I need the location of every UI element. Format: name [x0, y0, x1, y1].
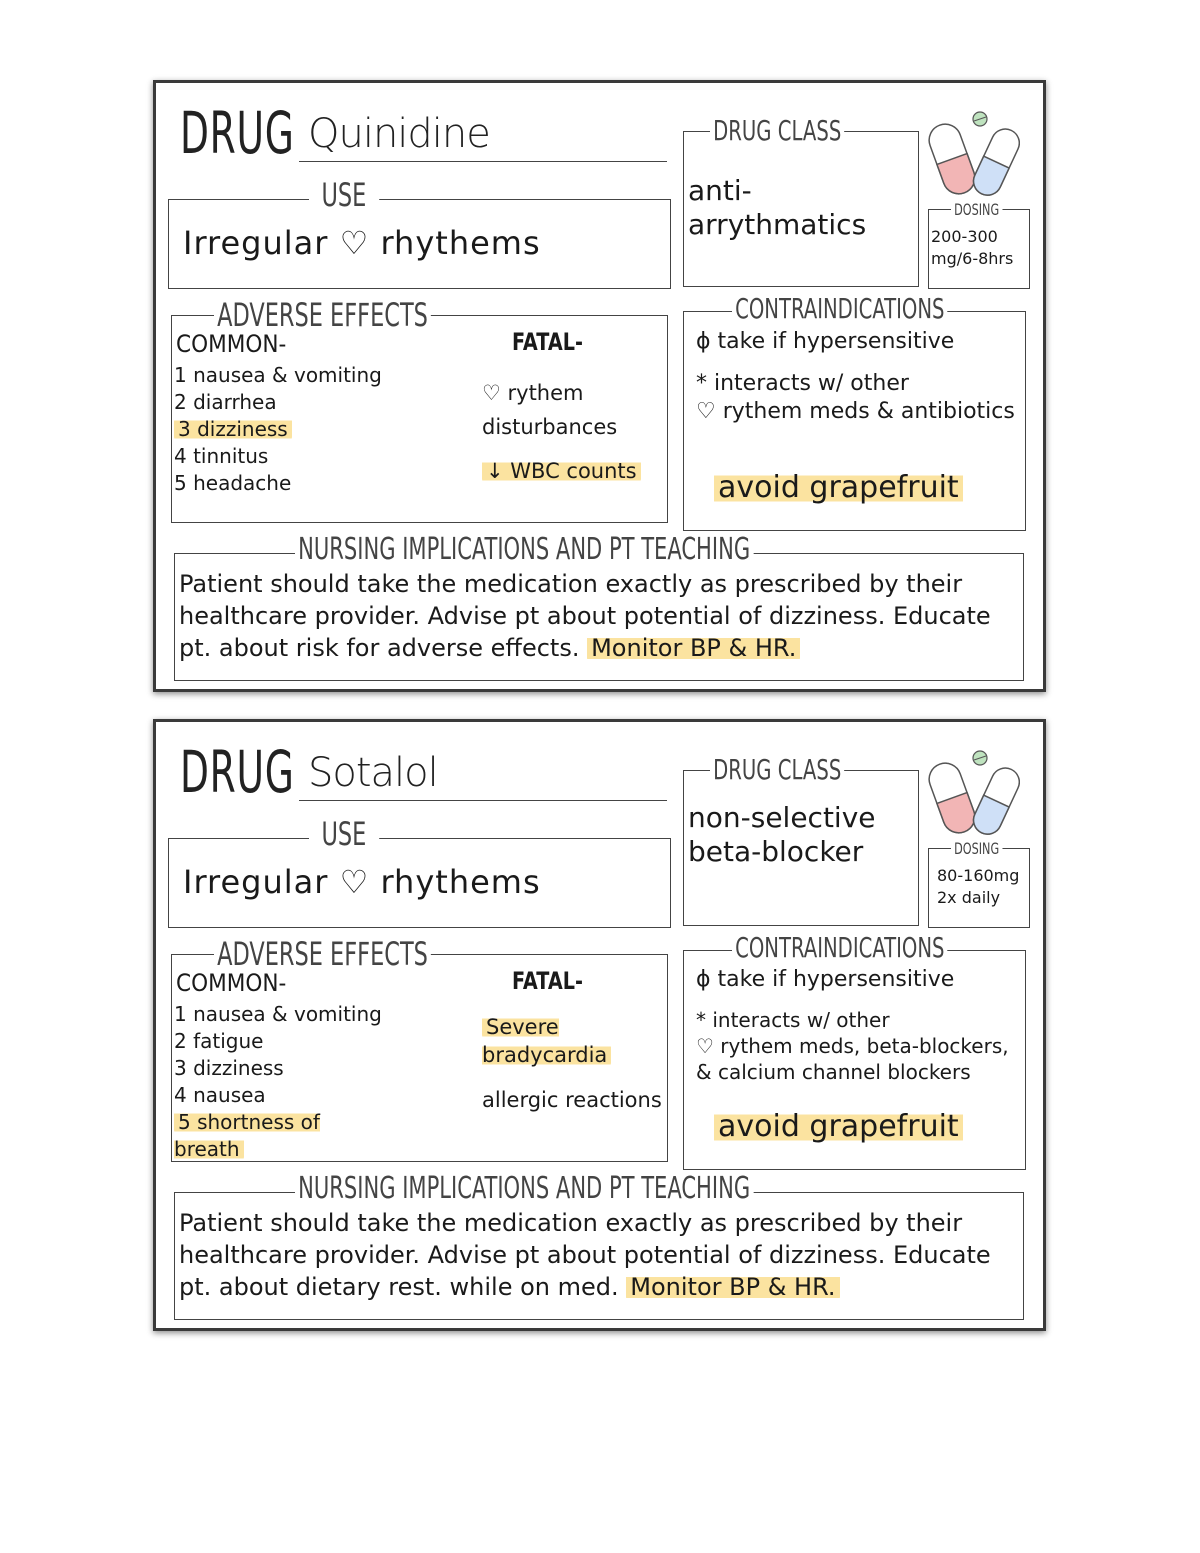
fatal-item: Severe bradycardia — [482, 1013, 662, 1069]
dosing-title: DOSING — [951, 839, 1002, 858]
nursing-body: Patient should take the medication exactly as prescribed by their healthcare provider. Advise pt about potential of dizziness. Educate pt. about risk for adverse effects. — [179, 570, 991, 662]
use-title: USE — [309, 176, 379, 214]
nursing-box — [174, 1171, 1024, 1320]
drug-label: DRUG — [180, 738, 295, 806]
contra-avoid: avoid grapefruit — [714, 1109, 963, 1144]
drug-class-title: DRUG CLASS — [710, 753, 844, 786]
dosing-box — [928, 839, 1030, 928]
drug-name-underline — [299, 800, 667, 801]
drug-class-text: anti-arrythmatics — [688, 174, 867, 241]
common-item: 2 diarrhea — [174, 390, 277, 414]
common-item: 5 shortness of breath — [174, 1110, 320, 1161]
dosing-title: DOSING — [951, 200, 1002, 219]
fatal-title: FATAL- — [512, 328, 583, 356]
contra-item: ♡ rythem meds, beta-blockers, — [696, 1034, 1009, 1058]
nursing-title: NURSING IMPLICATIONS AND PT TEACHING — [295, 532, 753, 567]
common-item: 3 dizziness — [174, 416, 382, 443]
dosing-box — [928, 200, 1030, 289]
contra-avoid: avoid grapefruit — [714, 470, 963, 505]
drug-class-text: non-selective beta-blocker — [688, 801, 876, 868]
drug-card-quinidine — [153, 80, 1046, 692]
drug-class-box — [683, 114, 919, 287]
common-item: 1 nausea & vomiting — [174, 1002, 382, 1026]
drug-class-title: DRUG CLASS — [710, 114, 844, 147]
nursing-body: Patient should take the medication exactly as prescribed by their healthcare provider. Advise pt about potential of dizziness. Educate pt. about dietary rest. while on med. — [179, 1209, 991, 1301]
nursing-text — [179, 568, 1019, 664]
adverse-effects-title: ADVERSE EFFECTS — [214, 296, 431, 334]
contraindications-title: CONTRAINDICATIONS — [732, 292, 948, 325]
contraindications-title: CONTRAINDICATIONS — [732, 931, 948, 964]
use-text: Irregular ♡ rhythems — [183, 224, 541, 262]
nursing-box — [174, 532, 1024, 681]
contraindications-list — [696, 967, 1009, 1085]
fatal-item: ↓ WBC counts — [482, 454, 652, 488]
common-list — [174, 362, 382, 497]
nursing-title: NURSING IMPLICATIONS AND PT TEACHING — [295, 1171, 753, 1206]
drug-name: Sotalol — [308, 750, 438, 796]
drug-label: DRUG — [180, 99, 295, 167]
common-list — [174, 1001, 382, 1163]
contra-item: ϕ take if hypersensitive — [696, 967, 955, 992]
drug-class-box — [683, 753, 919, 926]
contra-item: * interacts w/ other — [696, 371, 909, 396]
fatal-title: FATAL- — [512, 967, 583, 995]
common-item: 5 headache — [174, 471, 292, 495]
contra-item: * interacts w/ other — [696, 1008, 890, 1032]
fatal-item: allergic reactions — [482, 1088, 662, 1112]
contraindications-box — [683, 292, 1026, 531]
contra-item: & calcium channel blockers — [696, 1060, 971, 1084]
drug-card-sotalol — [153, 719, 1046, 1331]
use-box — [168, 176, 671, 289]
contraindications-list — [696, 328, 1015, 426]
contra-item: ♡ rythem meds & antibiotics — [696, 399, 1015, 424]
nursing-highlight: Monitor BP & HR. — [587, 634, 800, 662]
common-item: 2 fatigue — [174, 1029, 264, 1053]
nursing-text — [179, 1207, 1019, 1303]
common-title: COMMON- — [176, 969, 287, 997]
use-text: Irregular ♡ rhythems — [183, 863, 541, 901]
pills-icon — [924, 746, 1020, 842]
pills-icon — [924, 107, 1020, 203]
fatal-item: ♡ rythem disturbances — [482, 381, 618, 439]
common-title: COMMON- — [176, 330, 287, 358]
adverse-effects-title: ADVERSE EFFECTS — [214, 935, 431, 973]
drug-name-underline — [299, 161, 667, 162]
common-item: 4 tinnitus — [174, 444, 269, 468]
use-title: USE — [309, 815, 379, 853]
use-box — [168, 815, 671, 928]
adverse-effects-box — [171, 296, 668, 523]
common-item: 3 dizziness — [174, 1056, 284, 1080]
fatal-list — [482, 1013, 662, 1117]
contra-item: ϕ take if hypersensitive — [696, 329, 955, 354]
adverse-effects-box — [171, 935, 668, 1162]
common-item: 4 nausea — [174, 1083, 266, 1107]
common-item: 1 nausea & vomiting — [174, 363, 382, 387]
fatal-list — [482, 376, 652, 488]
drug-name: Quinidine — [308, 111, 490, 157]
dosing-text: 80-160mg 2x daily — [937, 866, 1020, 907]
dosing-text: 200-300 mg/6-8hrs — [931, 227, 1014, 268]
nursing-highlight: Monitor BP & HR. — [626, 1273, 839, 1301]
contraindications-box — [683, 931, 1026, 1170]
